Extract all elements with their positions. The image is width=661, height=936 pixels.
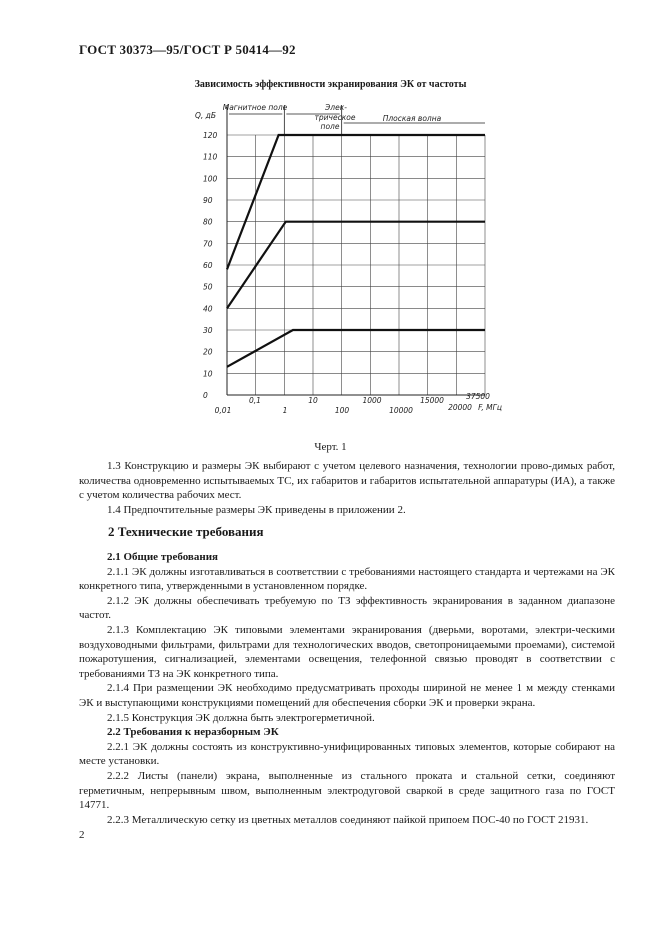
y-tick-label: 110 bbox=[203, 152, 218, 162]
section-2-heading: 2 Технические требования bbox=[108, 524, 264, 539]
x-tick-label-upper: 0,1 bbox=[249, 396, 261, 405]
paragraph-2-1-5: 2.1.5 Конструкция ЭК должна быть электрогерметичной. bbox=[107, 711, 375, 724]
x-tick-label-upper: 10 bbox=[308, 396, 318, 405]
chart-labels bbox=[195, 103, 502, 415]
y-tick-label: 30 bbox=[203, 326, 213, 335]
subsection-2-2-heading: 2.2 Требования к неразборным ЭК bbox=[107, 726, 279, 739]
section-2-body bbox=[79, 550, 615, 827]
y-tick-label: 80 bbox=[203, 217, 213, 227]
paragraph-2-1-3: 2.1.3 Комплектацию ЭК типовыми элементами экранирования (дверьми, воротами, электри-ческими воздуховодными фильтрами, фильтрами для технологических вводов, светопроницаемыми проемами), системой пожаротушения, сигнализацией, элементами освещения, телефонной связью проводят в соответствии с требованиями ТЗ на ЭК конкретного типа. bbox=[79, 623, 615, 680]
x-axis-label: F, МГц bbox=[478, 403, 502, 412]
region-label: поле bbox=[320, 122, 340, 131]
y-tick-label: 10 bbox=[203, 369, 213, 379]
region-label: Элек- bbox=[325, 103, 347, 112]
x-tick-label-lower: 1 bbox=[282, 406, 288, 415]
paragraph-2-1-4: 2.1.4 При размещении ЭК необходимо предусматривать проходы шириной не менее 1 м между стенками ЭК и выступающими конструкциями помещений для обеспечения сборки ЭК и проверки экрана. bbox=[79, 682, 615, 709]
chart-title: Зависимость эффективности экранирования ЭК от частоты bbox=[194, 79, 467, 90]
paragraph-1-3: 1.3 Конструкцию и размеры ЭК выбирают с учетом целевого назначения, технологии прово-димых работ, количества одновременно испытываемых ТС, их габаритов и габаритов испытательной аппаратуры (ИА), а также с учетом количества рабочих мест. bbox=[79, 460, 615, 502]
y-tick-label: 20 bbox=[203, 347, 213, 357]
y-tick-label: 90 bbox=[203, 196, 213, 205]
y-tick-label: 40 bbox=[203, 304, 213, 314]
section-1-continued bbox=[79, 459, 615, 517]
paragraph-2-2-2: 2.2.2 Листы (панели) экрана, выполненные из стального проката и стальной сетки, соединяют герметичным, непрерывным швом, выполненным электродуговой сваркой в среде защитного газа по ГОСТ 14771. bbox=[79, 769, 615, 812]
page-number: 2 bbox=[79, 829, 85, 841]
y-tick-label: 100 bbox=[203, 174, 218, 184]
y-tick-label: 60 bbox=[203, 261, 213, 270]
paragraph-2-1-1: 2.1.1 ЭК должны изготавливаться в соответствии с требованиями настоящего стандарта и чертежами на ЭК конкретного типа, утвержденными в установленном порядке. bbox=[79, 565, 615, 593]
series-line-lower bbox=[227, 330, 485, 367]
x-tick-label-lower: 0,01 bbox=[214, 406, 232, 415]
document-header: ГОСТ 30373—95/ГОСТ Р 50414—92 bbox=[79, 42, 296, 57]
y-tick-label: 50 bbox=[203, 282, 213, 292]
paragraph-2-1-2: 2.1.2 ЭК должны обеспечивать требуемую по ТЗ эффективность экранирования в заданном диапазоне частот. bbox=[79, 594, 615, 622]
x-tick-label-lower: 10000 bbox=[389, 406, 413, 415]
y-tick-label: 0 bbox=[203, 391, 208, 400]
region-label: Плоская волна bbox=[382, 114, 442, 123]
y-axis-label: Q, дБ bbox=[195, 111, 217, 120]
region-label: Магнитное поле bbox=[222, 103, 288, 112]
x-tick-label-upper: 15000 bbox=[420, 396, 444, 405]
x-tick-label-upper: 1000 bbox=[362, 396, 382, 405]
x-tick-label-upper: 37500 bbox=[466, 392, 490, 401]
region-label: трическое bbox=[314, 113, 356, 122]
subsection-2-1-heading: 2.1 Общие требования bbox=[107, 551, 218, 563]
x-tick-label-lower: 20000 bbox=[448, 403, 472, 412]
y-tick-label: 120 bbox=[203, 131, 218, 140]
x-tick-label-lower: 100 bbox=[334, 406, 350, 415]
chart-series bbox=[227, 135, 485, 367]
y-tick-label: 70 bbox=[203, 239, 213, 249]
shielding-efficiency-chart bbox=[0, 0, 661, 440]
paragraph-2-2-3: 2.2.3 Металлическую сетку из цветных металлов соединяют пайкой припоем ПОС-40 по ГОСТ 21931. bbox=[107, 813, 589, 826]
paragraph-2-2-1: 2.2.1 ЭК должны состоять из конструктивно-унифицированных типовых элементов, которые собирают на месте установки. bbox=[79, 740, 615, 768]
paragraph-1-4: 1.4 Предпочтительные размеры ЭК приведены в приложении 2. bbox=[107, 503, 406, 516]
series-line-upper bbox=[227, 135, 485, 269]
figure-caption: Черт. 1 bbox=[314, 441, 347, 453]
